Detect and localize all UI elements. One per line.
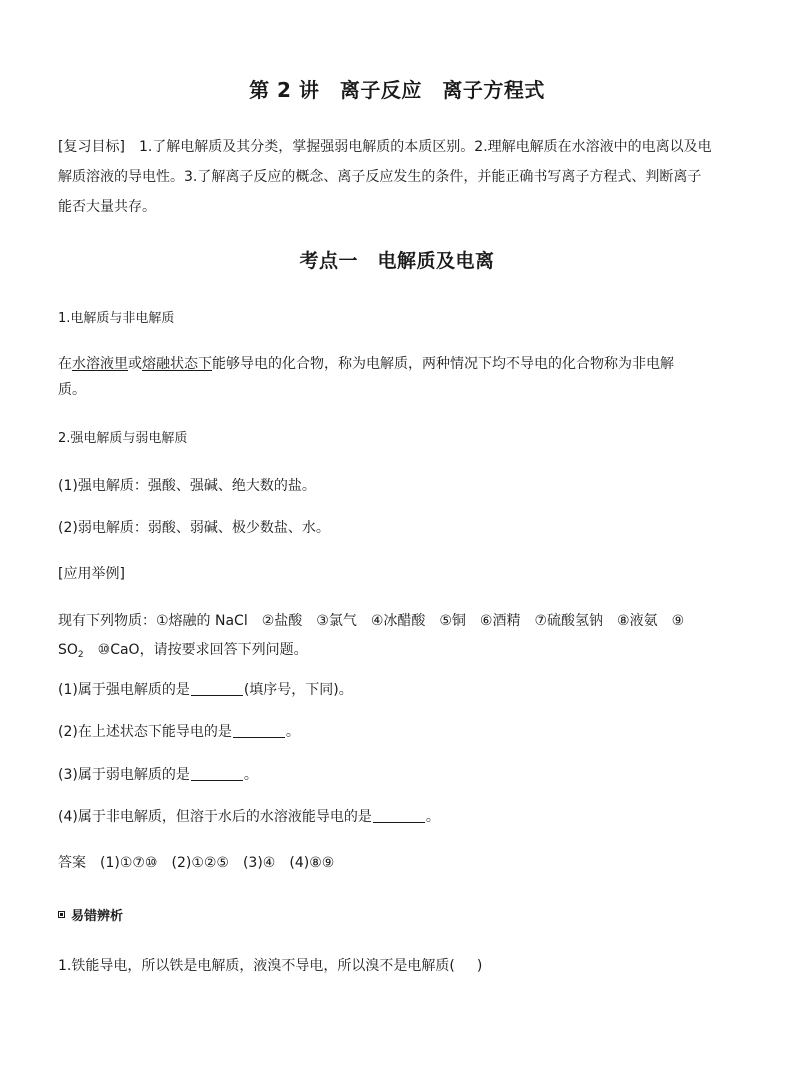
pitfall-item-1-text: 1.铁能导电，所以铁是电解质，液溴不导电，所以溴不是电解质( [58, 958, 455, 974]
answer-4: (4)⑧⑨ [289, 855, 335, 871]
item1-definition [58, 351, 738, 403]
item1-underline-aqueous: 水溶液里 [72, 356, 128, 372]
application-line2-rest: ⑩CaO，请按要求回答下列问题。 [83, 642, 308, 658]
item2-strong: (1)强电解质：强酸、强碱、绝大数的盐。 [58, 478, 316, 494]
question-4-text: (4)属于非电解质，但溶于水后的水溶液能导电的是 [58, 809, 372, 825]
page-title: 第 2 讲 离子反应 离子方程式 [249, 78, 545, 102]
question-3-text: (3)属于弱电解质的是 [58, 767, 190, 783]
answer-blank-4 [373, 808, 425, 823]
question-3-after: 。 [243, 767, 258, 783]
question-1-after: (填序号，下同)。 [243, 682, 353, 698]
pitfall-heading [58, 905, 123, 924]
answer-blank-1 [191, 681, 243, 696]
question-2 [58, 719, 738, 745]
question-4-after: 。 [425, 809, 440, 825]
review-goals-line1: 1.了解电解质及其分类，掌握强弱电解质的本质区别。2.理解电解质在水溶液中的电离以及电 [138, 139, 712, 155]
review-goals [58, 134, 738, 220]
item2-heading: 2.强电解质与弱电解质 [58, 431, 188, 446]
application-line1: 现有下列物质：①熔融的 NaCl ②盐酸 ③氯气 ④冰醋酸 ⑤铜 ⑥酒精 ⑦硫酸氢钠 ⑧液氨 ⑨ [58, 613, 685, 629]
question-2-after: 。 [285, 724, 300, 740]
item1-heading: 1.电解质与非电解质 [58, 311, 175, 326]
item1-rest-line1: 能够导电的化合物，称为电解质，两种情况下均不导电的化合物称为非电解 [212, 356, 674, 372]
answer-blank-2 [233, 723, 285, 738]
review-goals-label: [复习目标] [58, 139, 125, 155]
item1-mid: 或 [128, 356, 142, 372]
answer-1: (1)①⑦⑩ [100, 855, 158, 871]
review-goals-line2: 解质溶液的导电性。3.了解离子反应的概念、离子反应发生的条件，并能正确书写离子方程式、判断离子 [58, 169, 702, 185]
question-1 [58, 677, 738, 703]
pitfall-label: 易错辨析 [71, 909, 124, 924]
pitfall-item-1 [58, 953, 738, 979]
question-3 [58, 762, 738, 788]
answer-blank-3 [191, 766, 243, 781]
section-title: 考点一 电解质及电离 [299, 250, 495, 272]
answer-label: 答案 [58, 855, 86, 871]
square-bullet-icon [58, 911, 65, 918]
answer-2: (2)①②⑤ [171, 855, 229, 871]
question-1-text: (1)属于强电解质的是 [58, 682, 190, 698]
so2-formula: SO [58, 642, 78, 658]
question-4 [58, 804, 738, 830]
item1-prefix: 在 [58, 356, 72, 372]
review-goals-line3: 能否大量共存。 [58, 199, 156, 215]
answer-line [58, 850, 738, 876]
item1-rest-line2: 质。 [58, 382, 86, 398]
so2-subscript: 2 [77, 650, 84, 660]
pitfall-item-1-close: ) [476, 958, 483, 974]
application-intro [58, 607, 738, 670]
question-2-text: (2)在上述状态下能导电的是 [58, 724, 232, 740]
application-label: [应用举例] [58, 566, 125, 582]
item2-weak: (2)弱电解质：弱酸、弱碱、极少数盐、水。 [58, 520, 330, 536]
answer-3: (3)④ [242, 855, 276, 871]
application-line2 [58, 636, 738, 670]
item1-underline-molten: 熔融状态下 [142, 356, 212, 372]
